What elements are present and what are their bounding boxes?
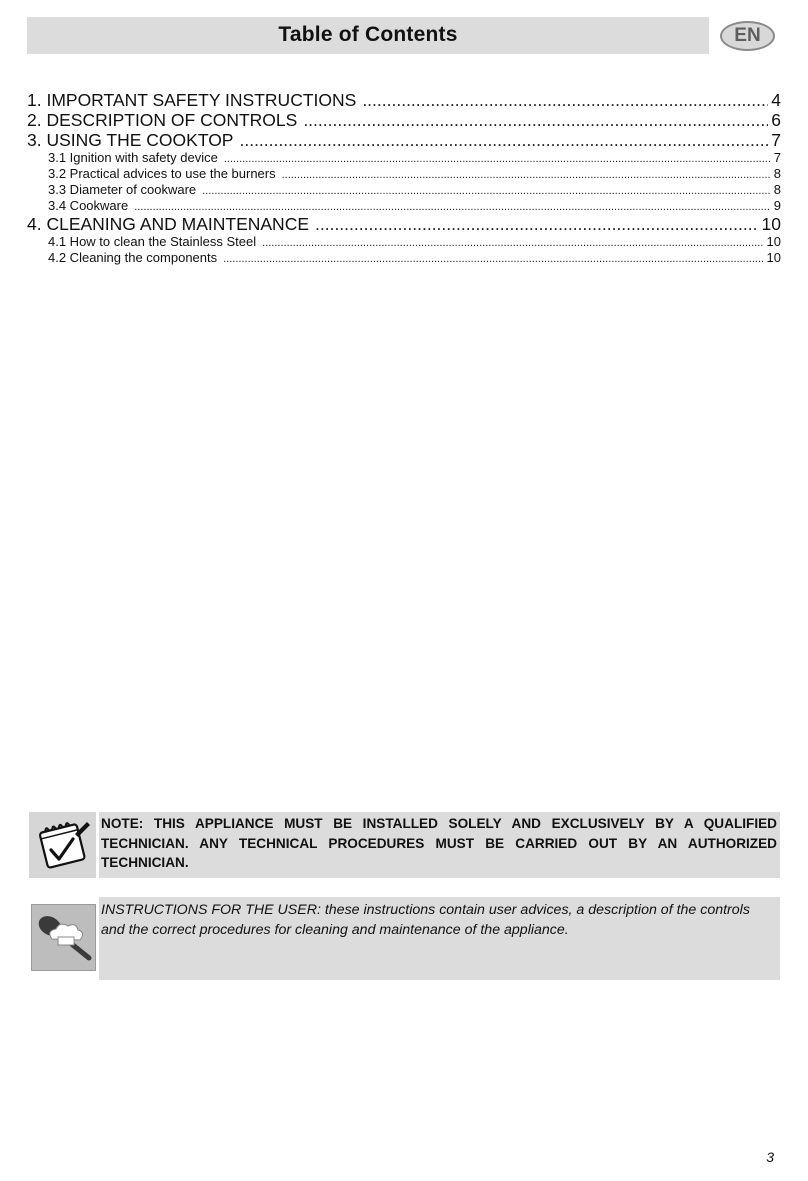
toc-entry-label: 3. USING THE COOKTOP — [27, 130, 234, 150]
toc-entry-page: 10 — [766, 250, 781, 265]
toc-entry-label: 3.4 Cookware — [48, 198, 129, 213]
toc-leader-dots — [362, 90, 768, 110]
page-number: 3 — [766, 1149, 774, 1165]
toc-entry[interactable] — [27, 214, 781, 234]
toc-entry-label: 4. CLEANING AND MAINTENANCE — [27, 214, 309, 234]
title-bar — [27, 17, 709, 54]
notepad-check-icon — [29, 812, 96, 878]
toc-entry-page: 7 — [771, 130, 781, 150]
toc-subentry[interactable] — [27, 198, 781, 214]
note-icon-panel — [29, 812, 96, 878]
toc-subentry[interactable] — [27, 182, 781, 198]
toc-leader-dots — [224, 150, 771, 167]
info-icon-panel — [31, 904, 96, 971]
note-panel — [99, 812, 780, 878]
language-badge: EN — [720, 21, 775, 51]
toc-subentry[interactable] — [27, 150, 781, 166]
toc-leader-dots — [202, 182, 771, 199]
toc-leader-dots — [262, 234, 763, 251]
toc-entry-page: 9 — [773, 198, 781, 213]
toc-entry-page: 10 — [761, 214, 781, 234]
toc-entry-label: 3.1 Ignition with safety device — [48, 150, 218, 165]
toc-entry[interactable] — [27, 90, 781, 110]
toc-leader-dots — [303, 110, 768, 130]
toc-entry-label: 3.3 Diameter of cookware — [48, 182, 197, 197]
toc-entry-page: 7 — [773, 150, 781, 165]
toc-leader-dots — [282, 166, 771, 183]
toc-entry-page: 8 — [773, 182, 781, 197]
table-of-contents — [27, 90, 781, 266]
info-panel — [99, 897, 780, 980]
toc-subentry[interactable] — [27, 234, 781, 250]
toc-entry-label: 3.2 Practical advices to use the burners — [48, 166, 276, 181]
toc-entry[interactable] — [27, 110, 781, 130]
page-title: Table of Contents — [278, 23, 458, 46]
toc-entry-label: 4.1 How to clean the Stainless Steel — [48, 234, 257, 249]
toc-entry-label: 2. DESCRIPTION OF CONTROLS — [27, 110, 298, 130]
toc-entry-label: 4.2 Cleaning the components — [48, 250, 218, 265]
toc-subentry[interactable] — [27, 250, 781, 266]
toc-leader-dots — [239, 130, 768, 150]
chef-spoon-icon — [32, 905, 95, 970]
toc-leader-dots — [315, 214, 759, 234]
toc-entry[interactable] — [27, 130, 781, 150]
toc-entry-label: 1. IMPORTANT SAFETY INSTRUCTIONS — [27, 90, 357, 110]
toc-subentry[interactable] — [27, 166, 781, 182]
toc-entry-page: 10 — [766, 234, 781, 249]
toc-entry-page: 8 — [773, 166, 781, 181]
toc-leader-dots — [134, 198, 771, 215]
toc-entry-page: 4 — [771, 90, 781, 110]
toc-entry-page: 6 — [771, 110, 781, 130]
installation-note: NOTE: THIS APPLIANCE MUST BE INSTALLED SOLELY AND EXCLUSIVELY BY A QUALIFIED TECHNICIAN. ANY TECHNICAL PROCEDURES MUST BE CARRIED OUT BY AN AUTHORIZED TECHNICIAN. — [101, 816, 777, 870]
user-instructions-text: INSTRUCTIONS FOR THE USER: these instructions contain user advices, a description of the controls and the correct procedures for cleaning and maintenance of the appliance. — [101, 902, 750, 938]
toc-leader-dots — [223, 250, 763, 267]
